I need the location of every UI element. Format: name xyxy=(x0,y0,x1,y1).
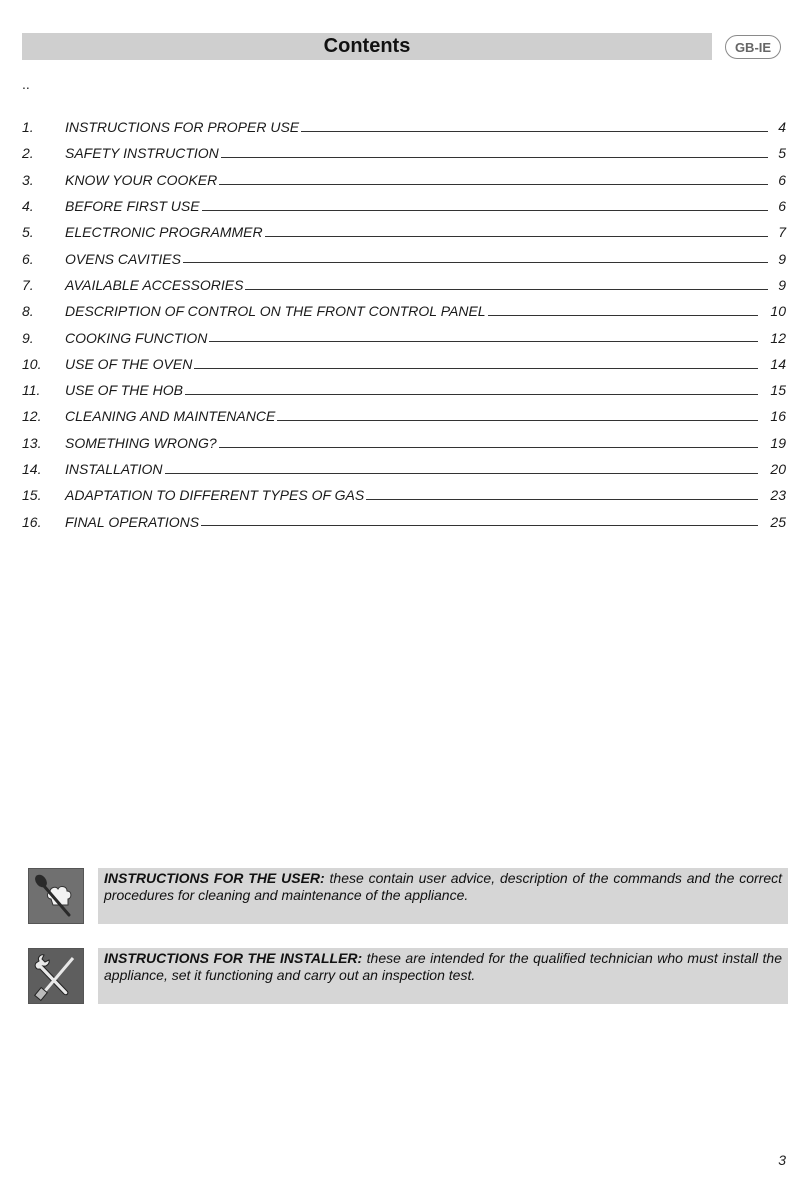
toc-entry-page: 14 xyxy=(770,355,786,372)
toc-entry-leader xyxy=(265,236,768,237)
toc-entry-leader xyxy=(488,315,758,316)
toc-entry-leader xyxy=(221,157,768,158)
toc-entry-leader xyxy=(185,394,758,395)
user-instructions-box xyxy=(28,868,788,924)
installer-instructions-text xyxy=(98,948,788,1004)
toc-entry-page: 12 xyxy=(770,329,786,346)
toc-entry-leader xyxy=(165,473,758,474)
toc-entry-number: 1. xyxy=(22,119,34,136)
toc-entry-number: 10. xyxy=(22,355,42,372)
toc-entry-title: SOMETHING WRONG? xyxy=(65,434,217,451)
toc-entry-number: 2. xyxy=(22,145,34,162)
installer-instructions-label: INSTRUCTIONS FOR THE INSTALLER: xyxy=(104,950,363,966)
toc-entry-number: 9. xyxy=(22,329,34,346)
toc-entry-title: INSTRUCTIONS FOR PROPER USE xyxy=(65,119,300,136)
toc-entry-leader xyxy=(301,131,768,132)
toc-entry-page: 23 xyxy=(770,487,786,504)
installer-instructions-body: these are intended for the qualified technician who must install the appliance, set it functioning and carry out an inspection test. xyxy=(104,950,782,983)
toc-entry-title: BEFORE FIRST USE xyxy=(65,198,200,215)
wrench-screwdriver-icon xyxy=(28,948,84,1004)
toc-entry-number: 15. xyxy=(22,487,42,504)
toc-entry-page: 19 xyxy=(770,434,786,451)
toc-entry-page: 15 xyxy=(770,382,786,399)
toc-entry-title: COOKING FUNCTION xyxy=(65,329,208,346)
user-instructions-text xyxy=(98,868,788,924)
toc-entry-number: 4. xyxy=(22,198,34,215)
toc-entry-number: 13. xyxy=(22,434,42,451)
toc-entry-number: 7. xyxy=(22,276,34,293)
toc-entry-leader xyxy=(201,525,758,526)
toc-entry-page: 20 xyxy=(770,461,786,477)
toc-entry-leader xyxy=(245,289,768,290)
toc-entry-number: 5. xyxy=(22,224,34,241)
toc-entry-title: CLEANING AND MAINTENANCE xyxy=(65,408,276,425)
toc-entry-leader xyxy=(219,184,768,185)
toc-entry-number: 3. xyxy=(22,171,34,188)
toc-entry-page: 9 xyxy=(778,250,786,267)
toc-entry-leader xyxy=(219,447,758,448)
toc-entry-title: OVENS CAVITIES xyxy=(65,250,181,267)
toc-entry-title: USE OF THE OVEN xyxy=(65,355,193,372)
title-bar xyxy=(22,33,712,60)
toc-entry-page: 6 xyxy=(778,198,786,215)
toc-entry-title: KNOW YOUR COOKER xyxy=(65,171,218,188)
toc-entry-page: 4 xyxy=(778,119,786,136)
toc-entry-page: 7 xyxy=(778,224,786,241)
toc-entry-title: SAFETY INSTRUCTION xyxy=(65,145,219,162)
toc-entry-title: FINAL OPERATIONS xyxy=(65,513,200,530)
toc-entry-page: 25 xyxy=(770,513,786,530)
toc-entry-number: 16. xyxy=(22,513,42,530)
toc-entry-number: 12. xyxy=(22,408,42,425)
page-number: 3 xyxy=(778,1152,786,1168)
user-instructions-body: these contain user advice, description of the commands and the correct procedures for cleaning and maintenance of the appliance. xyxy=(104,870,783,903)
toc-entry-leader xyxy=(194,368,758,369)
installer-instructions-box xyxy=(28,948,788,1004)
page-title: Contents xyxy=(323,35,411,57)
toc-entry-title: ADAPTATION TO DIFFERENT TYPES OF GAS xyxy=(65,487,365,504)
preamble-dots: .. xyxy=(22,76,30,92)
user-instructions-label: INSTRUCTIONS FOR THE USER: xyxy=(104,870,325,886)
toc-entry-page: 16 xyxy=(770,408,786,425)
language-badge: GB-IE xyxy=(725,35,781,59)
toc-entry-number: 8. xyxy=(22,303,34,320)
toc-entry-title: AVAILABLE ACCESSORIES xyxy=(65,276,244,293)
toc-entry-title: INSTALLATION xyxy=(65,461,163,477)
toc-entry-leader xyxy=(209,341,758,342)
toc-entry-leader xyxy=(183,262,768,263)
toc-entry-number: 14. xyxy=(22,461,42,477)
chef-hat-spoon-icon xyxy=(28,868,84,924)
toc-entry-number: 11. xyxy=(22,382,41,399)
toc-entry-page: 10 xyxy=(770,303,786,320)
toc-entry-leader xyxy=(366,499,758,500)
toc-entry-title: USE OF THE HOB xyxy=(65,382,183,399)
toc-entry-page: 9 xyxy=(778,276,786,293)
toc-entry-number: 6. xyxy=(22,250,34,267)
toc-entry-title: DESCRIPTION OF CONTROL ON THE FRONT CONTROL PANEL xyxy=(65,303,486,320)
toc-entry-leader xyxy=(202,210,768,211)
toc-entry-leader xyxy=(277,420,758,421)
toc-entry-page: 6 xyxy=(778,171,786,188)
toc-entry-page: 5 xyxy=(778,145,786,162)
toc-entry-title: ELECTRONIC PROGRAMMER xyxy=(65,224,263,241)
